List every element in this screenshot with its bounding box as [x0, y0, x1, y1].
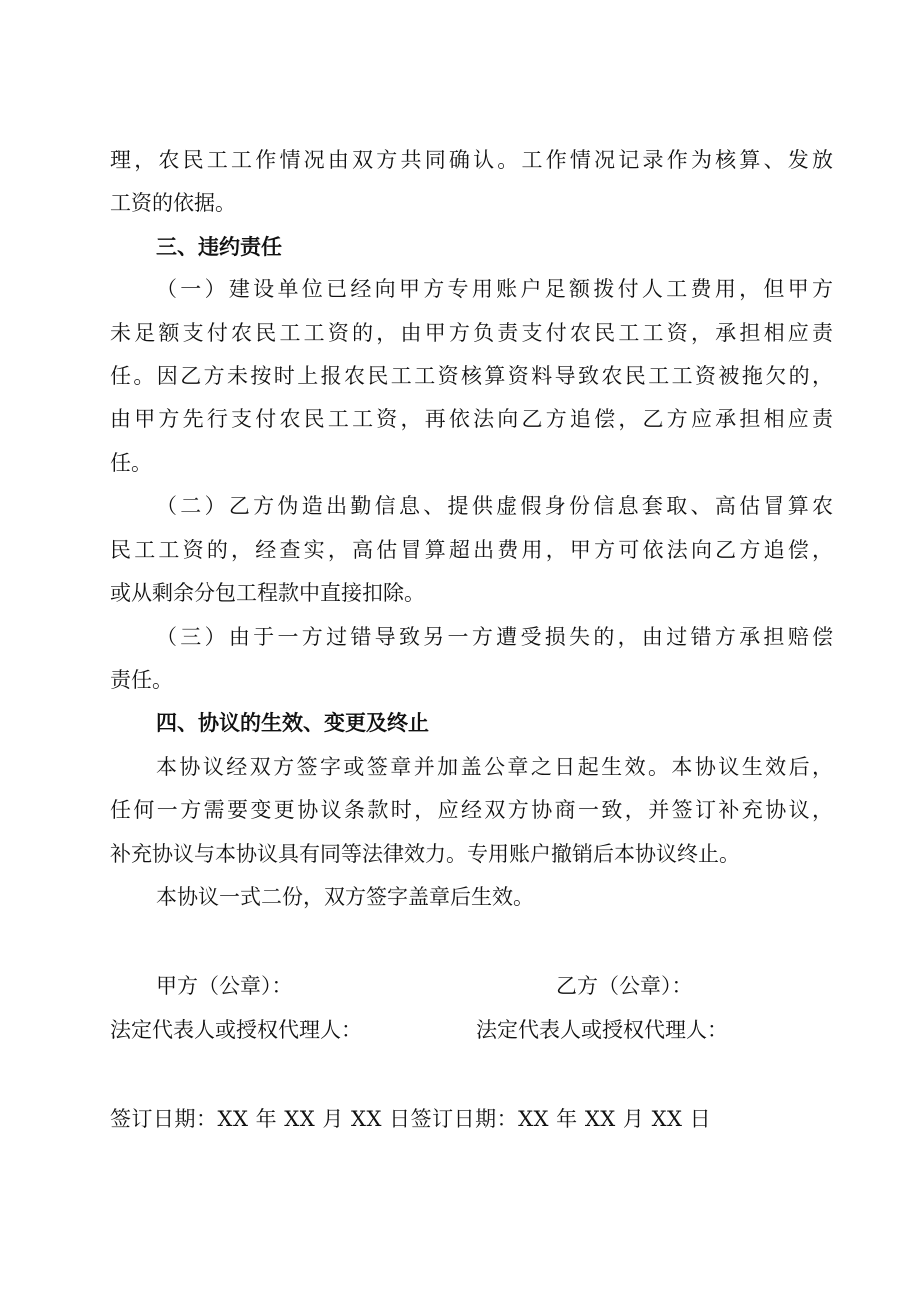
paragraph-line: 由甲方先行支付农民工工资，再依法向乙方追偿，乙方应承担相应责 — [110, 407, 833, 431]
paragraph-line: 责任。 — [110, 668, 173, 692]
paragraph-line: 补充协议与本协议具有同等法律效力。专用账户撤销后本协议终止。 — [110, 842, 740, 866]
paragraph-line: 未足额支付农民工工资的，由甲方负责支付农民工工资，承担相应责 — [110, 321, 833, 345]
party-a-seal-label: 甲方（公章）： — [156, 974, 293, 998]
paragraph-line: 民工工资的，经查实，高估冒算超出费用，甲方可依法向乙方追偿， — [110, 538, 833, 562]
paragraph-line: 任。因乙方未按时上报农民工工资核算资料导致农民工工资被拖欠的， — [110, 364, 833, 388]
party-a-representative-label: 法定代表人或授权代理人： — [110, 1018, 362, 1042]
paragraph-line: （一）建设单位已经向甲方专用账户足额拨付人工费用，但甲方 — [156, 277, 833, 301]
section-heading: 四、协议的生效、变更及终止 — [156, 711, 429, 735]
paragraph-line: （二）乙方伪造出勤信息、提供虚假身份信息套取、高估冒算农 — [156, 494, 833, 518]
paragraph-line: 本协议经双方签字或签章并加盖公章之日起生效。本协议生效后， — [156, 755, 833, 779]
section-heading: 三、违约责任 — [156, 235, 282, 259]
paragraph-line: 或从剩余分包工程款中直接扣除。 — [110, 581, 425, 605]
paragraph-line: 任。 — [110, 451, 152, 475]
party-b-seal-label: 乙方（公章）： — [556, 974, 693, 998]
paragraph-line: （三）由于一方过错导致另一方遭受损失的，由过错方承担赔偿 — [156, 625, 833, 649]
paragraph-line: 理，农民工工作情况由双方共同确认。工作情况记录作为核算、发放 — [110, 148, 833, 172]
paragraph-line: 任何一方需要变更协议条款时，应经双方协商一致，并签订补充协议， — [110, 798, 833, 822]
paragraph-line: 本协议一式二份，双方签字盖章后生效。 — [156, 885, 534, 909]
paragraph-line: 工资的依据。 — [110, 191, 236, 215]
signing-date-line: 签订日期：XX 年 XX 月 XX 日签订日期：XX 年 XX 月 XX 日 — [110, 1107, 712, 1131]
party-b-representative-label: 法定代表人或授权代理人： — [476, 1018, 728, 1042]
